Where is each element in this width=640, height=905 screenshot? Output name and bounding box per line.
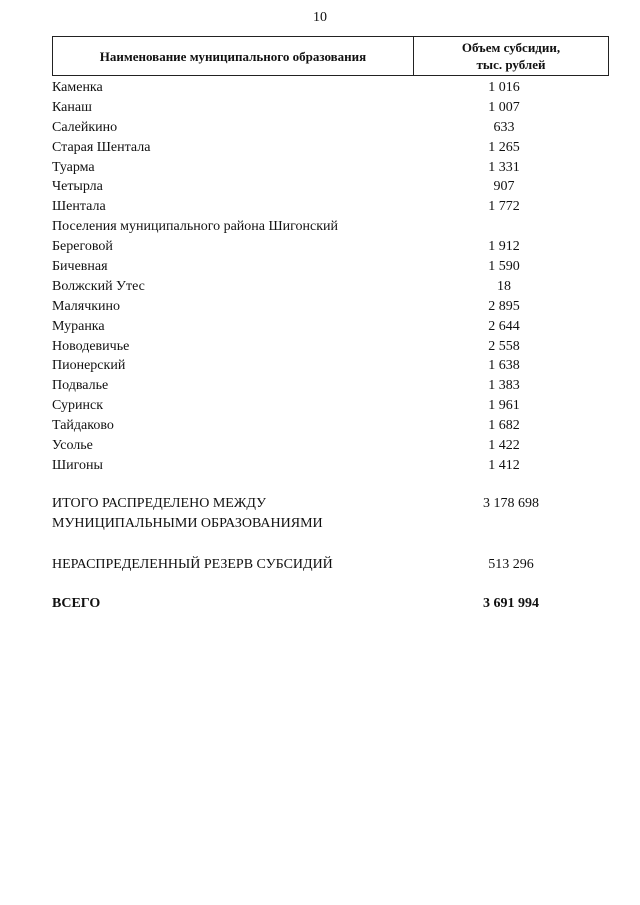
row-name: Тайдаково — [52, 418, 114, 434]
row-value: 2 644 — [488, 318, 520, 334]
grand-total-value: 3 691 994 — [483, 596, 539, 611]
row-value: 1 016 — [488, 79, 520, 95]
row-value: 2 895 — [488, 298, 520, 314]
table-row — [52, 257, 612, 277]
row-name: Пионерский — [52, 358, 126, 374]
row-name: Каменка — [52, 79, 103, 95]
table-row — [52, 118, 612, 138]
row-value: 1 961 — [488, 398, 520, 414]
row-value: 1 007 — [488, 99, 520, 115]
table-row — [52, 317, 612, 337]
table-row — [52, 416, 612, 436]
table-row — [52, 177, 612, 197]
table-header — [52, 36, 609, 76]
row-value: 907 — [493, 179, 515, 195]
row-name: Канаш — [52, 99, 92, 115]
reserve-value: 513 296 — [488, 557, 534, 572]
row-value: 633 — [493, 119, 515, 135]
row-name: Подвалье — [52, 378, 109, 394]
table-row — [52, 297, 612, 317]
row-value: 1 265 — [488, 139, 520, 155]
table-row — [52, 337, 612, 357]
table-row — [52, 138, 612, 158]
row-value: 1 638 — [488, 358, 520, 374]
row-value: 1 912 — [488, 239, 520, 255]
row-name: Малячкино — [52, 298, 121, 314]
row-value: 1 412 — [488, 457, 520, 473]
row-value: 1 422 — [488, 437, 520, 453]
row-name: Четырла — [52, 179, 103, 195]
header-value-line2: тыс. рублей — [476, 57, 546, 72]
grand-total-row — [52, 594, 612, 614]
reserve-row — [52, 555, 612, 575]
section-heading: Поселения муниципального района Шигонский — [52, 219, 339, 235]
grand-total-label: ВСЕГО — [52, 596, 101, 611]
row-name: Береговой — [52, 239, 113, 255]
total-distributed-label-line1: ИТОГО РАСПРЕДЕЛЕНО МЕЖДУ — [52, 496, 266, 511]
section-heading-row — [52, 217, 612, 237]
table-row — [52, 277, 612, 297]
page-number: 10 — [313, 10, 327, 25]
row-name: Старая Шентала — [52, 139, 151, 155]
reserve-label: НЕРАСПРЕДЕЛЕННЫЙ РЕЗЕРВ СУБСИДИЙ — [52, 557, 333, 572]
row-name: Шентала — [52, 199, 106, 215]
table-row — [52, 356, 612, 376]
row-value: 2 558 — [488, 338, 520, 354]
row-name: Туарма — [52, 159, 95, 175]
header-value — [414, 37, 608, 75]
header-value-line1: Объем субсидии, — [461, 40, 561, 55]
table-row — [52, 376, 612, 396]
row-value: 1 682 — [488, 418, 520, 434]
row-value: 18 — [497, 278, 511, 294]
row-value: 1 383 — [488, 378, 520, 394]
table-row — [52, 78, 612, 98]
total-distributed-label-line2: МУНИЦИПАЛЬНЫМИ ОБРАЗОВАНИЯМИ — [52, 516, 323, 531]
row-value: 1 331 — [488, 159, 520, 175]
table-body — [52, 78, 612, 476]
table-row — [52, 197, 612, 217]
row-name: Муранка — [52, 318, 105, 334]
row-name: Новодевичье — [52, 338, 130, 354]
header-name: Наименование муниципального образования — [53, 37, 414, 75]
row-name: Волжский Утес — [52, 278, 145, 294]
total-distributed-value: 3 178 698 — [483, 496, 539, 511]
table-row — [52, 456, 612, 476]
table-row — [52, 98, 612, 118]
row-value: 1 772 — [488, 199, 520, 215]
table-row — [52, 436, 612, 456]
row-name: Суринск — [52, 398, 103, 414]
table-row — [52, 396, 612, 416]
row-name: Бичевная — [52, 258, 108, 274]
row-name: Усолье — [52, 437, 93, 453]
total-distributed-label — [52, 494, 452, 534]
table-row — [52, 237, 612, 257]
row-value: 1 590 — [488, 258, 520, 274]
row-name: Шигоны — [52, 457, 103, 473]
table-row — [52, 158, 612, 178]
row-name: Салейкино — [52, 119, 118, 135]
total-distributed-row — [52, 494, 612, 534]
